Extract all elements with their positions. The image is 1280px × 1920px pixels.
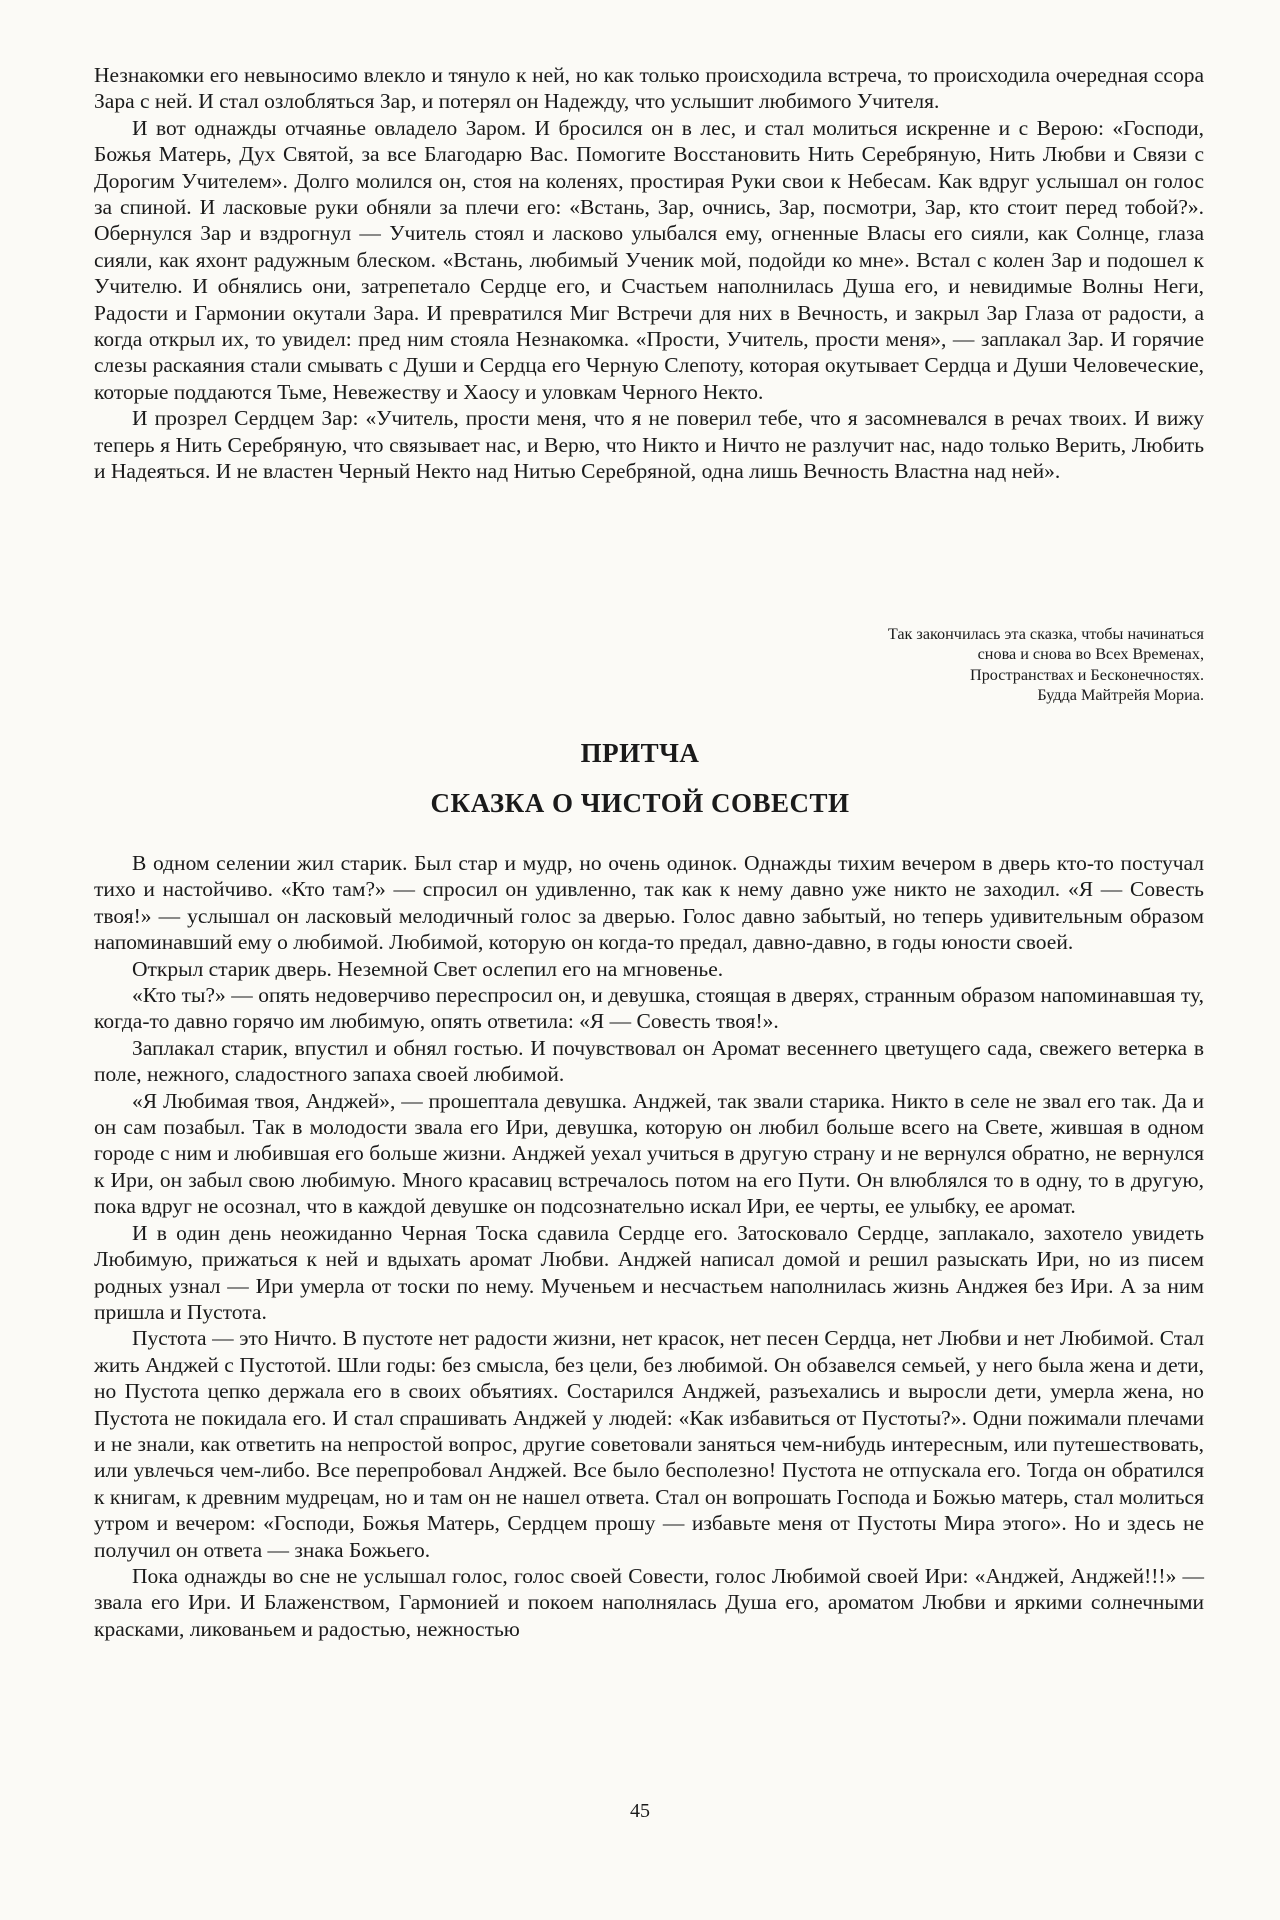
section-subtitle: СКАЗКА О ЧИСТОЙ СОВЕСТИ <box>430 788 850 818</box>
epilogue-author: Будда Майтрейя Мориа. <box>1037 686 1204 705</box>
page-number: 45 <box>630 1800 650 1822</box>
paragraph: Открыл старик дверь. Неземной Свет ослепил его на мгновенье. <box>132 956 724 981</box>
paragraph: Пустота — это Ничто. В пустоте нет радости жизни, нет красок, нет песен Сердца, нет Любви и нет Любимой. Стал жить Анджей с Пустотой. Шли годы: без смысла, без цели, без любимой. Он обзавелся семьей, у него была жена и дети, но Пустота цепко держала его в своих объятиях. Состарился Анджей, разъехались и выросли дети, умерла жена, но Пустота не покидала его. И стал спрашивать Анджей у людей: «Как избавиться от Пустоты?». Одни пожимали плечами и не знали, как ответить на непростой вопрос, другие советовали заняться чем-нибудь интересным, или путешествовать, или увлечься чем-либо. Все перепробовал Анджей. Все было бесполезно! Пустота не отпускала его. Тогда он обратился к книгам, к древним мудрецам, но и там он не нашел ответа. Стал он вопрошать Господа и Божью матерь, стал молиться утром и вечером: «Господи, Божья Матерь, Сердцем прошу — избавьте меня от Пустоты Мира этого». Но и здесь не получил он ответа — знака Божьего. <box>94 1326 1204 1562</box>
story-continuation <box>94 62 1204 485</box>
epilogue-line: снова и снова во Всех Временах, <box>977 645 1204 664</box>
paragraph: В одном селении жил старик. Был стар и мудр, но очень одинок. Однажды тихим вечером в дверь кто-то постучал тихо и настойчиво. «Кто там?» — спросил он удивленно, так как к нему давно уже никто не заходил. «Я — Совесть твоя!» — услышал он ласковый мелодичный голос за дверью. Голос давно забытый, но теперь удивительным образом напоминавший ему о любимой. Любимой, которую он когда-то предал, давно-давно, в годы юности своей. <box>94 851 1204 955</box>
paragraph: Заплакал старик, впустил и обнял гостью. И почувствовал он Аромат весеннего цветущего сада, свежего ветерка в поле, нежного, сладостного запаха своей любимой. <box>94 1035 1204 1087</box>
paragraph: И в один день неожиданно Черная Тоска сдавила Сердце его. Затосковало Сердце, заплакало, захотело увидеть Любимую, прижаться к ней и вдыхать аромат Любви. Анджей написал домой и решил разыскать Ири, но из писем родных узнал — Ири умерла от тоски по нему. Мученьем и несчастьем наполнилась жизнь Анджея без Ири. А за ним пришла и Пустота. <box>94 1220 1204 1324</box>
paragraph: Незнакомки его невыносимо влекло и тянуло к ней, но как только происходила встреча, то происходила очередная ссора Зара с ней. И стал озлобляться Зар, и потерял он Надежду, что услышит любимого Учителя. <box>94 63 1204 114</box>
epilogue-line: Пространствах и Бесконечностях. <box>970 665 1204 684</box>
paragraph: И вот однажды отчаянье овладело Заром. И бросился он в лес, и стал молиться искренне и с Верою: «Господи, Божья Матерь, Дух Святой, за все Благодарю Вас. Помогите Восстановить Нить Серебряную, Нить Любви и Связи с Дорогим Учителем». Долго молился он, стоя на коленях, простирая Руки свои к Небесам. Как вдруг услышал он голос за спиной. И ласковые руки обняли за плечи его: «Встань, Зар, очнись, Зар, посмотри, Зар, кто стоит перед тобой?». Обернулся Зар и вздрогнул — Учитель стоял и ласково улыбался ему, огненные Власы его сияли, как Солнце, глаза сияли, как яхонт радужным блеском. «Встань, любимый Ученик мой, подойди ко мне». Встал с колен Зар и подошел к Учителю. И обнялись они, затрепетало Сердце его, и Счастьем наполнилась Душа его, и невидимые Волны Неги, Радости и Гармонии окутали Зара. И превратился Миг Встречи для них в Вечность, и закрыл Зар Глаза от радости, а когда открыл их, то увидел: пред ним стояла Незнакомка. «Прости, Учитель, прости меня», — заплакал Зар. И горячие слезы раскаяния стали смывать с Души и Сердца его Черную Слепоту, которая окутывает Сердца и Души Человеческие, которые поддаются Тьме, Невежеству и Хаосу и уловкам Черного Некто. <box>94 115 1204 404</box>
epilogue-line: Так закончилась эта сказка, чтобы начинаться <box>887 625 1204 643</box>
section-title: ПРИТЧА <box>580 738 700 768</box>
paragraph: Пока однажды во сне не услышал голос, голос своей Совести, голос Любимой своей Ири: «Анджей, Анджей!!!» — звала его Ири. И Блаженством, Гармонией и покоем наполнялась Душа его, ароматом Любви и яркими солнечными красками, ликованьем и радостью, нежностью <box>94 1563 1204 1641</box>
epilogue-signature <box>644 624 1204 706</box>
paragraph: И прозрел Сердцем Зар: «Учитель, прости меня, что я не поверил тебе, что я засомневался в речах твоих. И вижу теперь я Нить Серебряную, что связывает нас, и Верю, что Никто и Ничто не разлучит нас, надо только Верить, Любить и Надеяться. И не властен Черный Некто над Нитью Серебряной, одна лишь Вечность Властна над ней». <box>94 406 1204 484</box>
paragraph: «Я Любимая твоя, Анджей», — прошептала девушка. Анджей, так звали старика. Никто в селе не звал его так. Да и он сам позабыл. Так в молодости звала его Ири, девушка, которую он любил больше всего на Свете, жившая в одном городе с ним и любившая его больше жизни. Анджей уехал учиться в другую страну и не вернулся обратно, не вернулся к Ири, он забыл свою любимую. Много красавиц встречалось потом на его Пути. Он влюблялся то в одну, то в другую, пока вдруг не осознал, что в каждой девушке он подсознательно искал Ири, ее черты, ее улыбку, ее аромат. <box>94 1088 1204 1219</box>
parable-text <box>94 850 1204 1642</box>
paragraph: «Кто ты?» — опять недоверчиво переспросил он, и девушка, стоящая в дверях, странным образом напоминавшая ту, когда-то давно горячо им любимую, опять ответила: «Я — Совесть твоя!». <box>94 983 1204 1034</box>
